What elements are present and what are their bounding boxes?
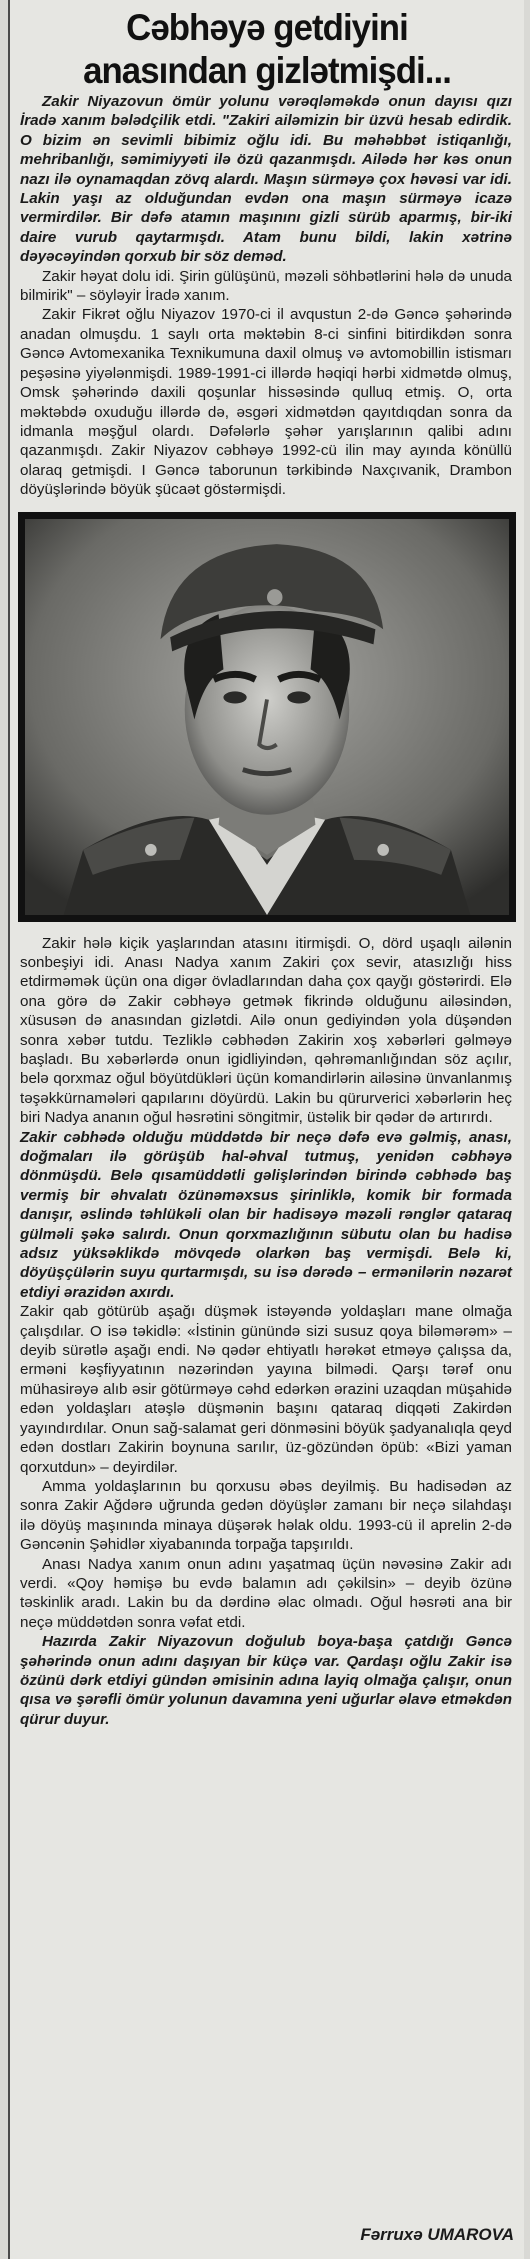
paragraph-water-episode: Zakir qab götürüb aşağı düşmək istəyəndə yoldaşları mane olmağa çalışdılar. O isə təkidlə: «İstinin günündə sizi susuz qoya biləmərəm» – deyib sürətlə aşağı endi. Nə qədər ehtiyatlı hərəkət etməyə çalışsa da, erməni kəşfiyyatının nəzərindən yayına bilmədi. Qarşı tərəf onu mühasirəyə alıb əsir götürməyə cəhd edərkən ərazini uzaqdan müşahidə edən yoldaşları atəşlə düşmənin başını qataraq diqqəti Zakirdən yayındırdılar. Onun sağ-salamat geri dönməsini böyük şadyanalıqla qeyd edən dostları Zakirin boynuna sarılır, üz-gözündən öpüb: «Bizi yaman qorxutdun» – deyirdilər.	[20, 1303, 512, 1476]
title-line-1: Cəbhəyə getdiyini	[126, 7, 408, 48]
portrait-frame	[18, 512, 516, 922]
soldier-portrait-photo	[25, 519, 509, 915]
paragraph-mother: Anası Nadya xanım onun adını yaşatmaq üçün nəvəsinə Zakir adı verdi. «Qoy həmişə bu evdə balamın adı çəkilsin» – deyib özünə təskinlik aradı. Lakin bu da dərdinə əlac olmadı. Oğul həsrəti ana bir neçə müddətdən sonra vəfat etdi.	[20, 1555, 512, 1631]
paragraph-death: Amma yoldaşlarının bu qorxusu əbəs deyilmiş. Bu hadisədən az sonra Zakir Ağdərə uğrunda gedən döyüşlər zamanı bir neçə silahdaşı ilə döyüş maşınında minaya düşərək həlak oldu. 1993-cü il aprelin 2-də Gəncənin Şəhidlər xiyabanında torpağa tapşırıldı.	[20, 1477, 512, 1554]
soldier-portrait-image	[25, 519, 509, 915]
article-body-bottom	[10, 934, 524, 1730]
author-byline: Fərruxə UMAROVA	[360, 2225, 514, 2244]
newspaper-page	[8, 0, 524, 2259]
article-title	[25, 6, 508, 92]
article-body-top	[10, 92, 524, 500]
paragraph-biography: Zakir Fikrət oğlu Niyazov 1970-ci il avqustun 2-də Gəncə şəhərində anadan olmuşdu. 1 saylı orta məktəbin 8-ci sinfini bitirdikdən sonra Gəncə Avtomexanika Texnikumuna daxil olmuş və avtomobillin istismarı peşəsinə yiyələnmişdi. 1989-1991-ci illərdə həqiqi hərbi xidmətdə olmuş, Omsk şəhərində daxili qoşunlar hissəsində qulluq etmiş. O, orta məktəbdə oxuduğu illərdə də, əsgəri xidmətdən qayıtdıqdan sonra da idmanla məşğul olardı. Dəfələrlə şəhər yarışlarının qalibi adını qazanmışdı. Zakir Niyazov cəbhəyə 1992-cü ilin may ayında könüllü olaraq getmişdi. I Gəncə taborunun tərkibində Naxçıvanik, Drambon döyüşlərində böyük şücaət göstərmişdi.	[20, 306, 512, 499]
paragraph-italic-episode: Zakir cəbhədə olduğu müddətdə bir neçə dəfə evə gəlmiş, anası, doğmaları ilə görüşüb hal-əhval tutmuş, yenidən cəbhəyə dönmüşdü. Belə qısamüddətli gəlişlərindən birində cəbhədə baş vermiş bir əhvalatı özünəməxsus şirinliklə, komik bir formada danışır, əslində təhlükəli olan bir hadisəyə məzəli rənglər qataraq gülməli şəkə salırdı. Onun qorxmazlığının sübutu olan bu hadisə adsız yüksəklikdə mövqedə olarkən baş vermişdi. Belə ki, döyüşçülərin suyu qurtarmışdı, su isə dərədə – ermənilərin nəzarət etdiyi ərazidən axırdı.	[20, 1128, 512, 1301]
paragraph-childhood: Zakir hələ kiçik yaşlarından atasını itirmişdi. O, dörd uşaqlı ailənin sonbeşiyi idi. Anası Nadya xanım Zakiri çox sevir, atasızlığı hiss etdirməmək üçün ona digər övladlarından daha çox qayğı göstərirdi. Elə ona görə də Zakir cəbhəyə getmək fikrində olduğunu ailəsindən, xüsusən də anasından gizlətdi. Ailə onun gediyindən yola düşəndən sonra xəbər tutdu. Tezliklə cəbhədən Zakirin xoş xəbərləri gəlməyə başladı. Bu xəbərlərdə onun igidliyindən, qəhrəmanlığından söz açılır, belə qorxmaz oğul böyütdükləri üçün komandirlərin ailəsinə ünvanlanmış təşəkkürnamələri qapılarını döyürdü. Lakin bu qürurverici xəbərlərin heç biri Nadya ananın oğul həsrətini söngitmir, üstəlik bir qədər də artırırdı.	[20, 934, 512, 1127]
paragraph-legacy: Hazırda Zakir Niyazovun doğulub boya-başa çatdığı Gəncə şəhərində onun adını daşıyan bir küçə var. Qardaşı oğlu Zakir isə özünü dərk etdiyi gündən əmisinin adına layiq olmağa çalışır, onun qısa və şərəfli ömür yolunun davamına yeni uğurlar əlavə etməkdən qürur duyur.	[20, 1633, 512, 1728]
paragraph-quote-end: Zakir həyat dolu idi. Şirin gülüşünü, məzəli söhbətlərini hələ də unuda bilmirik" – söyləyir İradə xanım.	[20, 267, 512, 305]
title-line-2: anasından gizlətmişdi...	[83, 50, 451, 91]
intro-paragraph: Zakir Niyazovun ömür yolunu vərəqləməkdə onun dayısı qızı İradə xanım bələdçilik etdi. "Zakiri ailəmizin bir üzvü hesab edirdik. O bizim ən sevimli bibimiz oğlu idi. Bu məhəbbət istiqanlığı, mehribanlığı, səmimiyyəti ilə özü qazanmışdı. Ailədə hər kəs onun nazı ilə oynamaqdan zövq alardı. Maşın sürməyə çox həvəsi var idi. Lakin yaşı az olduğundan evdən ona maşın sürməyə icazə vermirdilər. Bir dəfə atamın maşınını gizli sürüb aparmış, bir-iki daire vurub qaytarmışdı. Atam bunu bildi, lakin xətrinə dəyəcəyindən qorxub bir söz deməd.	[20, 93, 512, 266]
